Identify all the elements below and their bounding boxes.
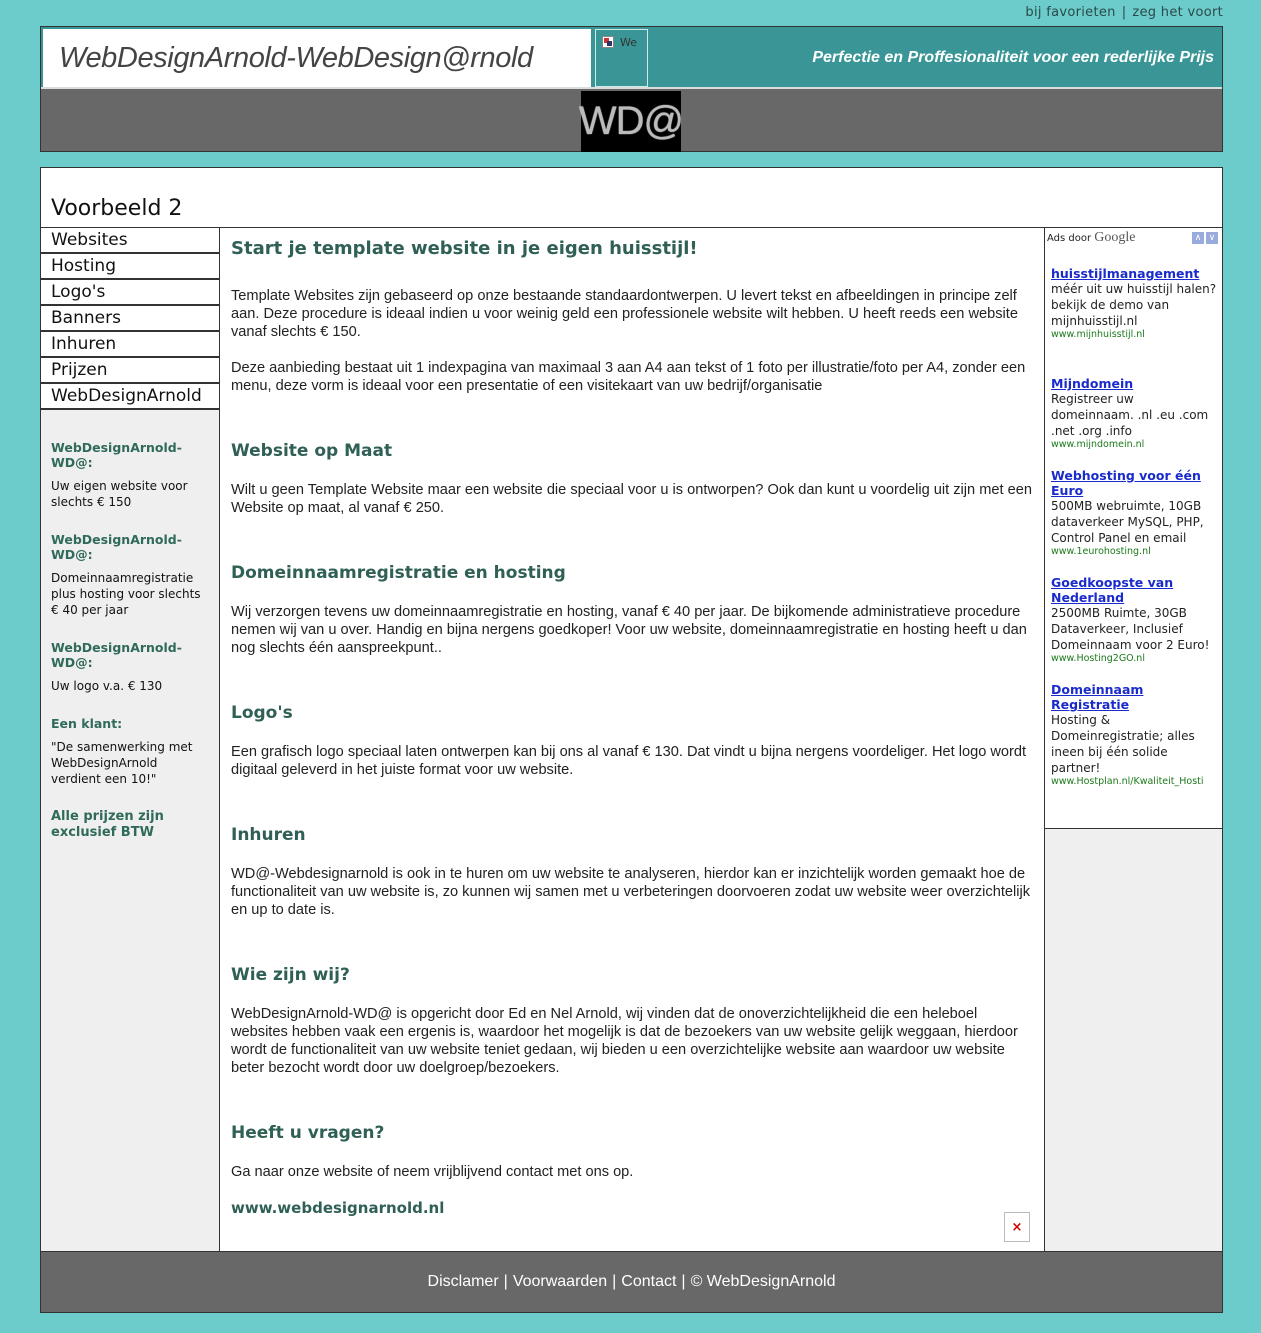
- section-heading-domein: Domeinnaamregistratie en hosting: [231, 563, 566, 583]
- ad-title[interactable]: Domeinnaam Registratie: [1051, 682, 1144, 712]
- content-paragraph: Template Websites zijn gebaseerd op onze bestaande standaardontwerpen. U levert tekst en afbeeldingen in principe zelf aan. Deze procedure is ideaal indien u voor weinig geld een professionele website wilt hebben. U heeft reeds een website vanaf slechts € 150.: [231, 288, 1018, 340]
- promo-heading: Een klant:: [51, 716, 123, 731]
- side-nav: [41, 228, 219, 410]
- nav-item-websites[interactable]: Websites: [41, 228, 219, 254]
- ad-url[interactable]: www.mijnhuisstijl.nl: [1051, 329, 1145, 340]
- nav-item-logos[interactable]: Logo's: [41, 280, 219, 306]
- site-logo-text[interactable]: WebDesignArnold-WebDesign@rnold: [43, 29, 591, 87]
- ad-title[interactable]: Mijndomein: [1051, 376, 1134, 391]
- ad-url[interactable]: www.Hostplan.nl/Kwaliteit_Hosti: [1051, 776, 1204, 787]
- main-panel: [40, 167, 1223, 1313]
- arrow-up-icon[interactable]: ∧: [1192, 232, 1204, 244]
- page-title: Voorbeeld 2: [41, 168, 1222, 228]
- ad-title[interactable]: Goedkoopste van Nederland: [1051, 575, 1174, 605]
- content-paragraph: WD@-Webdesignarnold is ook in te huren om uw website te analyseren, hierdor kan er inzichtelijk worden gemaakt hoe de functionaliteit van uw website is, zo kunnen wij samen met u verbeteringen doorvoeren zodat uw website weer overzichtelijk en up to date is.: [231, 866, 1031, 918]
- promo-text: Domeinnaamregistratie plus hosting voor slechts € 40 per jaar: [51, 571, 201, 617]
- tell-friend-link[interactable]: zeg het voort: [1132, 5, 1223, 20]
- promo-item: [51, 640, 209, 694]
- site-footer: [41, 1251, 1222, 1312]
- ad-item: [1047, 682, 1218, 787]
- arrow-down-icon[interactable]: ∨: [1206, 232, 1218, 244]
- google-logo: Google: [1094, 230, 1136, 245]
- website-link[interactable]: www.webdesignarnold.nl: [231, 1199, 445, 1217]
- ad-url[interactable]: www.1eurohosting.nl: [1051, 546, 1151, 557]
- content-paragraph: Wilt u geen Template Website maar een website die speciaal voor u is ontworpen? Ook dan kunt u voordelig uit zijn met een Website op maat, al vanaf € 250.: [231, 482, 1032, 516]
- broken-image: [595, 29, 648, 87]
- top-links: [1025, 5, 1223, 20]
- ad-item: [1047, 376, 1218, 450]
- section-heading-maat: Website op Maat: [231, 441, 393, 461]
- footer-separator: |: [503, 1273, 508, 1290]
- promo-item: [51, 440, 209, 510]
- ad-title[interactable]: huisstijlmanagement: [1051, 266, 1200, 281]
- footer-disclaimer-link[interactable]: Disclamer: [427, 1273, 499, 1290]
- ads-arrows: [1192, 232, 1218, 244]
- section-heading-inhuren: Inhuren: [231, 825, 306, 845]
- ad-url[interactable]: www.mijndomein.nl: [1051, 439, 1145, 450]
- nav-item-inhuren[interactable]: Inhuren: [41, 332, 219, 358]
- ad-body: Hosting & Domeinregistratie; alles ineen bij één solide partner!: [1051, 713, 1195, 775]
- promo-item: [51, 716, 209, 787]
- footer-copyright: © WebDesignArnold: [690, 1273, 836, 1290]
- nav-item-banners[interactable]: Banners: [41, 306, 219, 332]
- ad-body: Registreer uw domeinnaam. .nl .eu .com .net .org .info: [1051, 392, 1209, 438]
- left-sidebar: [41, 228, 220, 1252]
- ad-item: [1047, 575, 1218, 664]
- broken-image-icon: [602, 36, 614, 48]
- nav-item-hosting[interactable]: Hosting: [41, 254, 219, 280]
- promo-text: "De samenwerking met WebDesignArnold verdient een 10!": [51, 740, 193, 786]
- promo-item: [51, 532, 209, 618]
- top-links-separator: |: [1121, 5, 1127, 20]
- promo-heading: WebDesignArnold-WD@:: [51, 640, 182, 670]
- ad-url[interactable]: www.Hosting2GO.nl: [1051, 653, 1145, 664]
- content-paragraph: Ga naar onze website of neem vrijblijvend contact met ons op.: [231, 1164, 634, 1180]
- promo-heading: Alle prijzen zijn exclusief BTW: [51, 809, 164, 840]
- promo-list: [41, 410, 219, 841]
- ad-body: 500MB webruimte, 10GB dataverkeer MySQL, PHP, Control Panel en email: [1051, 499, 1204, 545]
- header-tagline: Perfectie en Proffesionaliteit voor een rederlijke Prijs: [812, 49, 1214, 66]
- footer-voorwaarden-link[interactable]: Voorwaarden: [512, 1273, 608, 1290]
- nav-item-prijzen[interactable]: Prijzen: [41, 358, 219, 384]
- add-favorites-link[interactable]: bij favorieten: [1025, 5, 1116, 20]
- ads-header: [1047, 230, 1218, 246]
- content-paragraph: Wij verzorgen tevens uw domeinnaamregistratie en hosting, vanaf € 40 per jaar. De bijkomende administratieve procedure nemen wij van u over. Handig en bijna nergens goedkoper! Voor uw website, domeinnaamregistratie en hosting heeft u dan nog slechts één aanspreekpunt..: [231, 604, 1027, 656]
- promo-heading: WebDesignArnold-WD@:: [51, 440, 182, 470]
- promo-text: Uw eigen website voor slechts € 150: [51, 479, 188, 509]
- close-icon[interactable]: ×: [1004, 1212, 1030, 1242]
- wd-logo[interactable]: WD@: [581, 91, 681, 152]
- promo-text: Uw logo v.a. € 130: [51, 679, 163, 693]
- promo-heading: WebDesignArnold-WD@:: [51, 532, 182, 562]
- ad-item: [1047, 266, 1218, 340]
- content-paragraph: Een grafisch logo speciaal laten ontwerpen kan bij ons al vanaf € 130. Dat vindt u bijna nergens voordeliger. Het logo wordt digitaal geleverd in het juiste format voor uw website.: [231, 744, 1027, 778]
- ad-item: [1047, 468, 1218, 557]
- section-heading-logos: Logo's: [231, 703, 293, 723]
- promo-item: [51, 809, 209, 841]
- right-sidebar: [1044, 228, 1222, 1252]
- ad-body: 2500MB Ruimte, 30GB Dataverkeer, Inclusief Domeinnaam voor 2 Euro!: [1051, 606, 1210, 652]
- google-ads: [1045, 228, 1222, 829]
- content-paragraph: WebDesignArnold-WD@ is opgericht door Ed en Nel Arnold, wij vinden dat de onoverzichtelijkheid die een heleboel websites hebben vaak een ergenis is, waardoor het mogelijk is dat de bezoekers van uw website gelijk weggaan, hierdoor wordt de functionaliteit van uw website teniet gedaan, wij bieden u een overzichtelijke website aan waardoor uw website beter bezocht wordt door uw doelgroep/bezoekers.: [231, 1006, 1018, 1076]
- ad-title[interactable]: Webhosting voor één Euro: [1051, 468, 1201, 498]
- header-band: [41, 27, 1222, 89]
- footer-separator: |: [681, 1273, 686, 1290]
- main-content: [221, 228, 1044, 1252]
- broken-image-alt: We: [620, 36, 637, 49]
- footer-separator: |: [612, 1273, 617, 1290]
- ads-by-google[interactable]: [1047, 230, 1136, 246]
- nav-item-webdesignarnold[interactable]: WebDesignArnold: [41, 384, 219, 410]
- ads-label: Ads door: [1047, 233, 1092, 244]
- content-paragraph: Deze aanbieding bestaat uit 1 indexpagina van maximaal 3 aan A4 aan tekst of 1 foto per illustratie/foto per A4, zonder een menu, deze vorm is ideaal voor een presentatie of een visitekaart van uw bedrijf/organisatie: [231, 360, 1026, 394]
- footer-contact-link[interactable]: Contact: [621, 1273, 677, 1290]
- section-heading-vragen: Heeft u vragen?: [231, 1123, 385, 1143]
- section-heading-wie: Wie zijn wij?: [231, 965, 350, 985]
- ad-body: méér uit uw huisstijl halen? bekijk de demo van mijnhuisstijl.nl: [1051, 282, 1217, 328]
- content-heading: Start je template website in je eigen huisstijl!: [231, 238, 698, 259]
- site-header: [40, 26, 1223, 152]
